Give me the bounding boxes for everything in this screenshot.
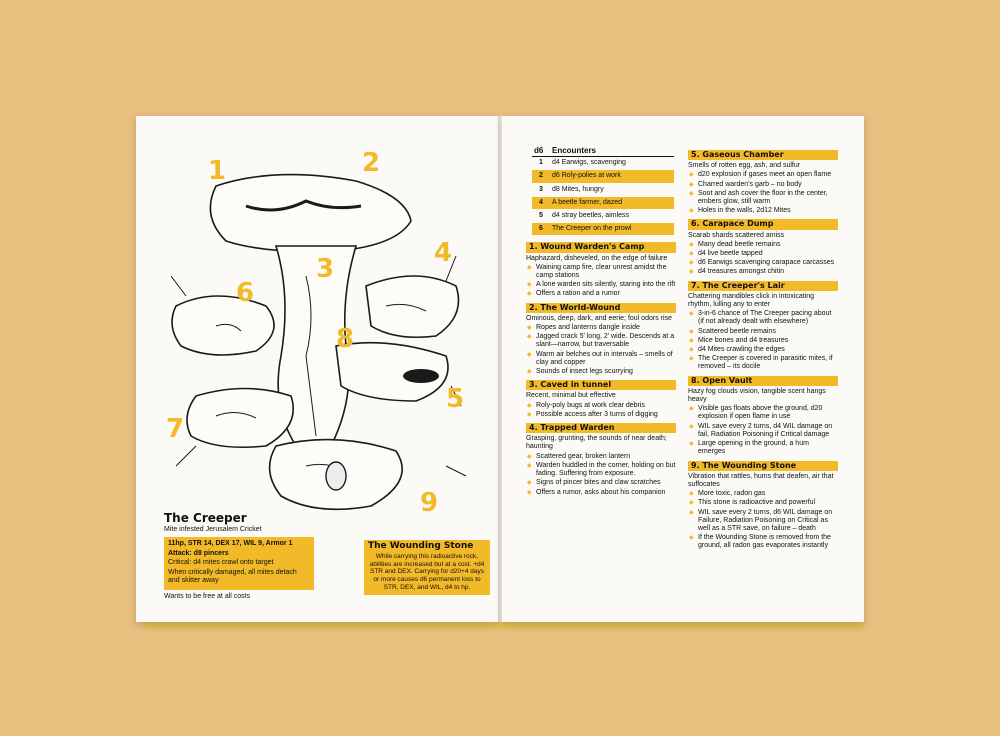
room-detail-item: ◆ A lone warden sits silently, staring into the rift	[536, 281, 676, 289]
map-number-7: 7	[166, 414, 185, 444]
room-detail-item: ◆ Large opening in the ground, a hum emerges	[698, 440, 838, 456]
room-detail-item: ◆ Mice bones and d4 treasures	[698, 337, 838, 345]
area-7-ledge	[187, 389, 293, 448]
encounter-row	[532, 183, 674, 196]
creeper-stat-block	[164, 511, 314, 601]
room-detail-item: ◆ d6 Earwigs scavenging carapace carcasses	[698, 259, 838, 267]
room-detail-item: ◆ d4 treasures amongst chitin	[698, 268, 838, 276]
encounter-row	[532, 157, 674, 170]
room-detail-item: ◆ Roly-poly bugs at work clear debris	[536, 402, 676, 410]
encounter-text: A beetle farmer, dazed	[550, 196, 674, 209]
room-details	[688, 405, 838, 456]
creeper-subtitle: Mite infested Jerusalem Cricket	[164, 525, 262, 533]
map-number-9: 9	[420, 488, 439, 518]
room-description: Recent, minimal but effective	[526, 392, 616, 400]
room-description: Chattering mandibles click in intoxicating rhythm, lulling any to enter	[688, 292, 815, 309]
encounter-roll: 2	[532, 170, 550, 183]
room-detail-item: ◆ Signs of pincer bites and claw scratches	[536, 479, 676, 487]
gaseous-crack	[403, 369, 439, 383]
creeper-wants: Wants to be free at all costs	[164, 592, 251, 600]
room-detail-item: ◆ This stone is radioactive and powerful	[698, 499, 838, 507]
encounters-label-header: Encounters	[550, 146, 674, 157]
room-detail-item: ◆ Soot and ash cover the floor in the center, embers glow, still warm	[698, 190, 838, 206]
encounter-roll: 5	[532, 210, 550, 223]
room-detail-item: ◆ d20 explosion if gases meet an open flame	[698, 171, 838, 179]
room-details	[526, 402, 676, 419]
map-number-5: 5	[446, 384, 465, 414]
map-number-6: 6	[236, 278, 255, 308]
room-description: Scarab shards scattered amiss	[688, 231, 785, 239]
dungeon-map-illustration	[156, 146, 486, 526]
encounter-roll: 4	[532, 196, 550, 209]
wounding-stone-title: The Wounding Stone	[368, 541, 474, 551]
room-detail-item: ◆ WIL save every 2 turns, d6 WIL damage on Failure, Radiation Poisoning on Critical as well as a STR save, on failure – death	[698, 509, 838, 534]
encounter-row	[532, 210, 674, 223]
room-detail-item: ◆ Many dead beetle remains	[698, 241, 838, 249]
room-detail-item: ◆ Offers a ration and a rumor	[536, 290, 676, 298]
left-page	[136, 116, 498, 622]
column-1	[526, 146, 676, 498]
room-title: 9. The Wounding Stone	[688, 461, 838, 471]
room-detail-item: ◆ The Creeper is covered in parasitic mites, if removed – its docile	[698, 355, 838, 371]
room-section	[688, 281, 838, 372]
encounter-text: d4 Earwigs, scavenging	[550, 157, 674, 170]
room-title: 4. Trapped Warden	[526, 423, 676, 433]
area-1-2-ledge	[210, 175, 411, 252]
room-title: 1. Wound Warden's Camp	[526, 242, 676, 252]
room-title: 8. Open Vault	[688, 376, 838, 386]
map-number-1: 1	[208, 156, 227, 186]
room-detail-item: ◆ More toxic, radon gas	[698, 490, 838, 498]
room-detail-item: ◆ Possible access after 3 turns of digging	[536, 411, 676, 419]
encounter-row	[532, 170, 674, 183]
right-page	[502, 116, 864, 622]
room-detail-item: ◆ Visible gas floats above the ground, d20 explosion if open flame in use	[698, 405, 838, 421]
map-number-2: 2	[362, 148, 381, 178]
encounter-text: d8 Mites, hungry	[550, 183, 674, 196]
room-section	[688, 219, 838, 276]
map-number-4: 4	[434, 238, 453, 268]
room-details	[688, 490, 838, 550]
encounter-text: The Creeper on the prowl	[550, 223, 674, 236]
wounding-stone-box	[364, 540, 490, 595]
room-details	[688, 241, 838, 277]
map-number-8: 8	[336, 324, 355, 354]
room-title: 6. Carapace Dump	[688, 219, 838, 229]
room-detail-item: ◆ Sounds of insect legs scurrying	[536, 368, 676, 376]
encounter-row	[532, 223, 674, 236]
room-detail-item: ◆ Charred warden's garb – no body	[698, 181, 838, 189]
room-description: Hazy fog clouds vision, tangible scent hangs heavy	[688, 387, 826, 404]
room-description: Vibration that rattles, hums that deafen, air that suffocates	[688, 472, 834, 488]
creeper-stats: 11hp, STR 14, DEX 17, WIL 9, Armor 1	[168, 540, 293, 547]
creeper-attack: Attack: d8 pincers	[168, 549, 229, 557]
room-detail-item: ◆ d4 Mites crawling the edges	[698, 346, 838, 354]
room-description: Smells of rotten egg, ash, and sulfur	[688, 162, 801, 170]
room-details	[526, 324, 676, 376]
creeper-title: The Creeper	[164, 511, 247, 525]
room-details	[526, 453, 676, 497]
room-section	[688, 376, 838, 457]
map-number-3: 3	[316, 254, 335, 284]
room-details	[688, 310, 838, 371]
room-section	[688, 150, 838, 215]
room-description: Haphazard, disheveled, on the edge of failure	[526, 254, 668, 262]
room-detail-item: ◆ Offers a rumor, asks about his companion	[536, 489, 676, 497]
room-details	[526, 264, 676, 299]
wounding-stone-cave	[326, 462, 346, 490]
room-section	[688, 461, 838, 551]
encounter-roll: 6	[532, 223, 550, 236]
room-description: Grasping, grunting, the sounds of near death; haunting	[526, 435, 667, 451]
room-detail-item: ◆ Warm air belches out in intervals – smells of clay and copper	[536, 351, 676, 367]
room-title: 2. The World-Wound	[526, 303, 676, 313]
room-section	[526, 423, 676, 497]
room-section	[526, 242, 676, 298]
wounding-stone-text: While carrying this radioactive rock, abilities are increased but at a cost. +d4 STR and DEX. Carrying for d20+4 days or more causes d6 permanent loss to STR, DEX, and WIL, d4 to hp.	[369, 552, 485, 591]
creeper-critical: Critical: d4 mites crawl onto target	[168, 559, 274, 566]
room-detail-item: ◆ Ropes and lanterns dangle inside	[536, 324, 676, 332]
room-detail-item: ◆ Holes in the walls, 2d12 Mites	[698, 207, 838, 215]
area-4-ledge	[366, 276, 459, 337]
encounters-die-header: d6	[532, 146, 550, 157]
room-title: 7. The Creeper's Lair	[688, 281, 838, 291]
zine-spread	[136, 116, 864, 630]
room-detail-item: ◆ Scattered gear, broken lantern	[536, 453, 676, 461]
room-details	[688, 171, 838, 215]
room-detail-item: ◆ If the Wounding Stone is removed from the ground, all radon gas evaporates instantly	[698, 534, 838, 550]
room-title: 5. Gaseous Chamber	[688, 150, 838, 160]
room-section	[526, 380, 676, 419]
room-detail-item: ◆ Waining camp fire, clear unrest amidst the camp stations	[536, 264, 676, 280]
room-detail-item: ◆ Scattered beetle remains	[698, 328, 838, 336]
encounters-table	[532, 146, 674, 236]
encounter-text: d4 stray beetles, aimless	[550, 210, 674, 223]
room-detail-item: ◆ WIL save every 2 turns, d4 WIL damage on fail, Radiation Poisoning if Critical damage	[698, 423, 838, 439]
encounter-text: d6 Roly-polies at work	[550, 170, 674, 183]
area-6-ledge	[172, 296, 274, 355]
room-detail-item: ◆ Jagged crack 5' long, 2' wide. Descends at a slant—narrow, but traversable	[536, 333, 676, 349]
encounter-row	[532, 196, 674, 209]
room-description: Ominous, deep, dark, and eerie; foul odors rise	[526, 314, 672, 322]
room-detail-item: ◆ Warden huddled in the corner, holding on but fading. Suffering from exposure.	[536, 462, 676, 478]
creeper-damaged: When critically damaged, all mites detach and skitter away	[168, 568, 297, 584]
creeper-stats-box	[164, 537, 314, 590]
encounter-roll: 3	[532, 183, 550, 196]
room-title: 3. Caved in tunnel	[526, 380, 676, 390]
room-detail-item: ◆ 3-in-6 chance of The Creeper pacing about (if not already dealt with elsewhere)	[698, 310, 838, 326]
room-detail-item: ◆ d4 live beetle tapped	[698, 250, 838, 258]
column-2	[688, 146, 838, 552]
encounter-roll: 1	[532, 157, 550, 170]
room-section	[526, 303, 676, 377]
